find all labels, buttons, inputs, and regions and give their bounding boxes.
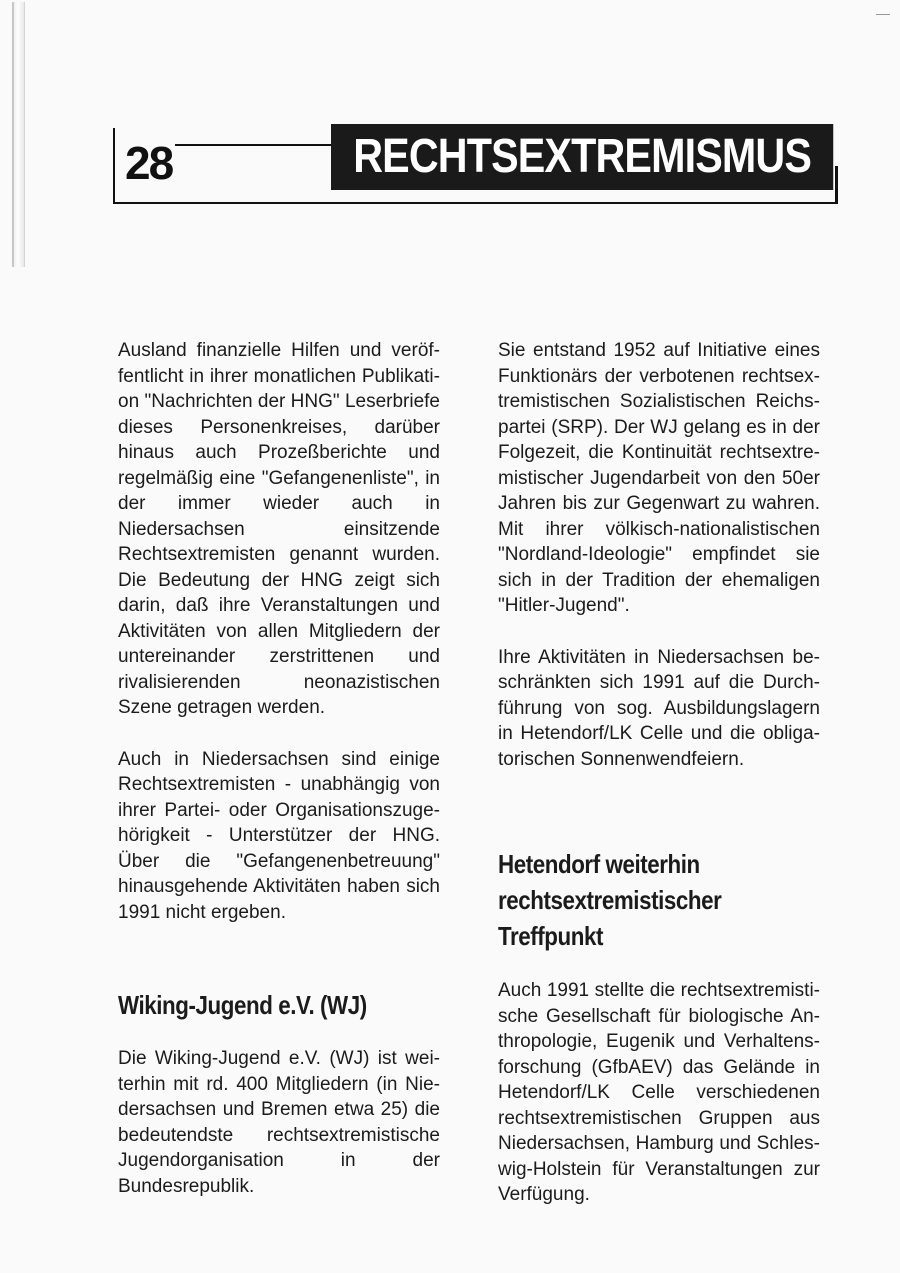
heading-hetendorf-line-2: rechtsextremistischer Treffpunkt: [498, 885, 722, 951]
left-paragraph-2: Auch in Niedersachsen sind einige Rechtsextremisten - unabhängig von ihrer Partei- oder Organisationszugehörigkeit - Unterstützer der HNG. Über die "Gefangenenbetreuung" hinausgehende Aktivitäten haben sich 1991 nicht ergeben.: [118, 748, 440, 923]
right-paragraph-3: Auch 1991 stellte die rechtsextremistische Gesellschaft für biologische Anthropologie, Eugenik und Verhaltensforschung (GfbAEV) das Gelände in Hetendorf/LK Celle verschiedenen rechtsextremistischen Gruppen aus Niedersachsen, Hamburg und Schleswig-Holstein für Veranstaltungen zur Verfügung.: [498, 980, 820, 1205]
right-column: [498, 338, 820, 1208]
header-bottom-rule: [113, 202, 838, 204]
left-column: [118, 338, 440, 1199]
left-paragraph-1: Ausland finanzielle Hilfen und veröffentlicht in ihrer monatlichen Publikation "Nachrichten der HNG" Leserbriefe dieses Personenkreises, darüber hinaus auch Prozeßberichte und regelmäßig eine "Gefangenenliste", in der immer wieder auch in Niedersachsen einsitzende Rechtsextremisten genannt wurden. Die Bedeutung der HNG zeigt sich darin, daß ihre Veranstaltungen und Aktivitäten von allen Mitgliedern der untereinander zerstrittenen und rivalisierenden neonazistischen Szene getragen werden.: [118, 340, 440, 718]
heading-hetendorf: [498, 846, 819, 954]
header-frame-right: [835, 166, 838, 204]
scan-mark: [876, 14, 890, 15]
binding-shadow: [12, 2, 25, 267]
heading-wiking-jugend: Wiking-Jugend e.V. (WJ): [118, 990, 367, 1020]
left-paragraph-3: Die Wiking-Jugend e.V. (WJ) ist weiterhin mit rd. 400 Mitgliedern (in Niedersachsen und Bremen etwa 25) die bedeutendste rechtsextremistische Jugendorganisation in der Bundesrepublik.: [118, 1048, 440, 1197]
right-paragraph-1: Sie entstand 1952 auf Initiative eines Funktionärs der verbotenen rechtsextremistischen Sozialistischen Reichspartei (SRP). Der WJ gelang es in der Folgezeit, die Kontinuität rechtsextremistischer Jugendarbeit von den 50er Jahren bis zur Gegenwart zu wahren. Mit ihrer völkisch-nationalistischen "Nordland-Ideologie" empfindet sie sich in der Tradition der ehemaligen "Hitler-Jugend".: [498, 340, 820, 616]
section-title: RECHTSEXTREMISMUS: [331, 124, 833, 190]
right-paragraph-2: Ihre Aktivitäten in Niedersachsen beschränkten sich 1991 auf die Durchführung von sog. Ausbildungslagern in Hetendorf/LK Celle und die obligatorischen Sonnenwendfeiern.: [498, 646, 820, 770]
page-number: 28: [125, 137, 173, 189]
page-header: [113, 122, 838, 204]
heading-hetendorf-line-1: Hetendorf weiterhin: [498, 849, 700, 879]
